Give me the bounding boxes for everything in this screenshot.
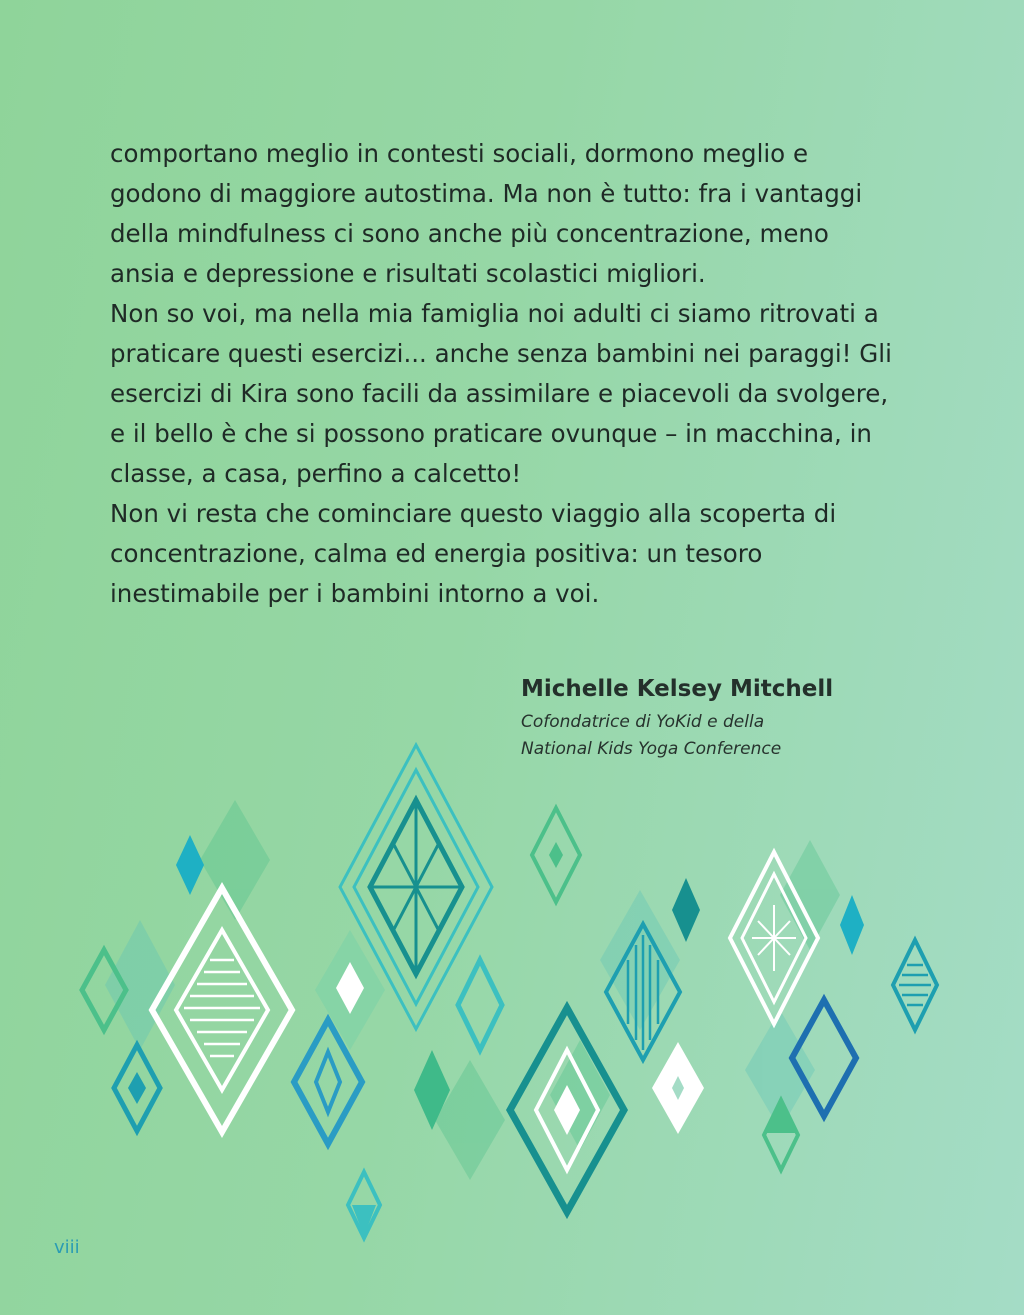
text-line: Non so voi, ma nella mia famiglia noi adulti ci siamo ritrovati a <box>110 299 879 328</box>
author-role-line-2: National Kids Yoga Conference <box>521 739 782 759</box>
page-number: viii <box>54 1237 80 1258</box>
large-striped-diamond <box>152 888 292 1132</box>
author-role-line-1: Cofondatrice di YoKid e della <box>521 712 765 732</box>
text-line: comportano meglio in contesti sociali, dormono meglio e <box>110 139 809 168</box>
text-line: classe, a casa, perfino a calcetto! <box>110 459 522 488</box>
text-line: della mindfulness ci sono anche più concentrazione, meno <box>110 219 829 248</box>
text-line: esercizi di Kira sono facili da assimilare e piacevoli da svolgere, <box>110 379 889 408</box>
author-name: Michelle Kelsey Mitchell <box>521 676 834 702</box>
text-line: ansia e depressione e risultati scolastici migliori. <box>110 259 706 288</box>
text-line: e il bello è che si possono praticare ovunque – in macchina, in <box>110 419 872 448</box>
text-line: praticare questi esercizi... anche senza bambini nei paraggi! Gli <box>110 339 892 368</box>
text-line: inestimabile per i bambini intorno a voi. <box>110 579 600 608</box>
text-line: godono di maggiore autostima. Ma non è tutto: fra i vantaggi <box>110 179 863 208</box>
text-line: concentrazione, calma ed energia positiva: un tesoro <box>110 539 763 568</box>
text-line: Non vi resta che cominciare questo viaggio alla scoperta di <box>110 499 837 528</box>
